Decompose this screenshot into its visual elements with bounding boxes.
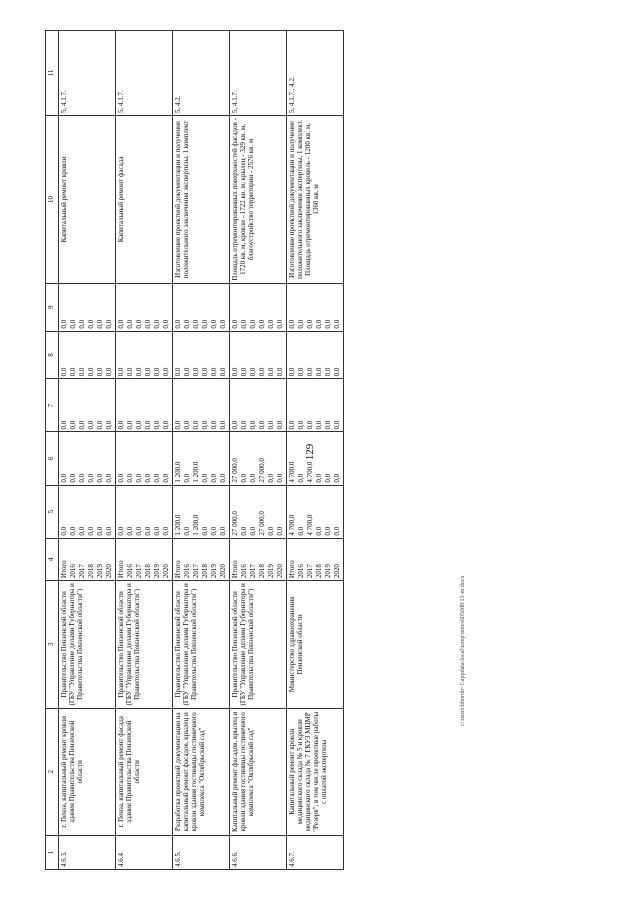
- value-line: 0,0: [276, 367, 284, 377]
- value-line: 0,0: [60, 420, 68, 430]
- value-line: 0,0: [105, 526, 113, 536]
- value-line: 27 000,0: [258, 458, 266, 483]
- value-line: 1 200,0: [174, 461, 182, 483]
- result-indicator: Изготовление проектной документации и получение положительного заключения экспертизы, 1 комплект: [173, 116, 230, 284]
- value-line: 0,0: [87, 526, 95, 536]
- value-line: 2016: [69, 564, 77, 579]
- value-cell-c8: [173, 331, 230, 379]
- value-line: 0,0: [240, 367, 248, 377]
- value-cell-years: [116, 538, 173, 580]
- value-line: 0,0: [183, 420, 191, 430]
- value-line: 0,0: [267, 473, 275, 483]
- row-number: 4.6.3.: [59, 836, 116, 870]
- value-line: 0,0: [192, 367, 200, 377]
- value-line: 0,0: [144, 526, 152, 536]
- value-line: 0,0: [210, 473, 218, 483]
- value-line: 0,0: [87, 367, 95, 377]
- value-line: 0,0: [276, 473, 284, 483]
- value-line: 0,0: [144, 367, 152, 377]
- value-line: 0,0: [315, 473, 323, 483]
- value-line: 0,0: [210, 367, 218, 377]
- value-line: 4 700,0: [306, 461, 314, 483]
- table-row: [230, 31, 287, 870]
- value-line: 0,0: [276, 526, 284, 536]
- value-line: 2018: [315, 564, 323, 579]
- page-number: 129: [304, 443, 316, 461]
- value-line: 0,0: [297, 526, 305, 536]
- value-cell-c5: [287, 485, 344, 538]
- value-line: 0,0: [231, 420, 239, 430]
- value-line: 0,0: [192, 420, 200, 430]
- value-line: 0,0: [267, 420, 275, 430]
- value-line: 0,0: [333, 367, 341, 377]
- value-line: 0,0: [183, 473, 191, 483]
- value-line: 0,0: [231, 367, 239, 377]
- value-line: 2020: [162, 564, 170, 579]
- value-line: 2020: [276, 564, 284, 579]
- value-line: 1 200,0: [174, 514, 182, 536]
- column-header: 5: [46, 485, 59, 538]
- task-reference: 5, 4.1.7.: [230, 31, 287, 116]
- value-line: 1 200,0: [192, 461, 200, 483]
- value-line: 27 000,0: [258, 511, 266, 536]
- value-line: 0,0: [333, 319, 341, 329]
- value-line: 0,0: [105, 367, 113, 377]
- value-line: 0,0: [126, 526, 134, 536]
- value-cell-c6: [59, 432, 116, 485]
- value-line: 2016: [297, 564, 305, 579]
- value-line: 0,0: [135, 526, 143, 536]
- value-line: 0,0: [60, 319, 68, 329]
- value-line: 0,0: [315, 526, 323, 536]
- executor: Правительство Пензенской области (ГБУ "Управление делами Губернатора и Правительства Пензенской области"): [116, 581, 173, 708]
- value-line: 0,0: [153, 526, 161, 536]
- value-line: 2017: [78, 564, 86, 579]
- value-line: 0,0: [87, 319, 95, 329]
- value-line: 0,0: [105, 319, 113, 329]
- value-line: 0,0: [258, 367, 266, 377]
- executor: Министерство здравоохранения Пензенской области: [287, 581, 344, 708]
- value-line: 0,0: [78, 367, 86, 377]
- value-line: 0,0: [69, 367, 77, 377]
- value-line: 0,0: [219, 420, 227, 430]
- column-header: 3: [46, 581, 59, 708]
- value-line: 2017: [306, 564, 314, 579]
- value-cell-c6: [287, 432, 344, 485]
- value-line: 0,0: [162, 367, 170, 377]
- value-line: 2020: [105, 564, 113, 579]
- task-reference: 5, 4.1.7., 4.2.: [287, 31, 344, 116]
- value-line: 0,0: [78, 473, 86, 483]
- executor: Правительство Пензенской области (ГБУ "Управление делами Губернатора и Правительства Пензенской области"): [230, 581, 287, 708]
- value-line: 4 700,0: [288, 514, 296, 536]
- value-line: 0,0: [78, 319, 86, 329]
- value-line: 0,0: [240, 526, 248, 536]
- value-line: 0,0: [306, 367, 314, 377]
- table-body: [59, 31, 344, 870]
- table-header: [46, 31, 59, 870]
- value-cell-c8: [230, 331, 287, 379]
- value-line: 0,0: [240, 420, 248, 430]
- value-line: 0,0: [135, 473, 143, 483]
- value-line: 2020: [333, 564, 341, 579]
- value-cell-years: [59, 538, 116, 580]
- value-line: 0,0: [192, 319, 200, 329]
- value-line: 2016: [183, 564, 191, 579]
- value-line: 0,0: [258, 420, 266, 430]
- value-line: 0,0: [333, 473, 341, 483]
- value-line: 0,0: [69, 319, 77, 329]
- value-line: 0,0: [288, 367, 296, 377]
- column-header: 8: [46, 331, 59, 379]
- measure-name: г. Пенза, капитальный ремонт кровли здания Правительства Пензенской области: [59, 708, 116, 835]
- value-line: 0,0: [183, 526, 191, 536]
- value-line: 0,0: [249, 420, 257, 430]
- value-line: 0,0: [135, 420, 143, 430]
- value-line: 0,0: [240, 473, 248, 483]
- value-line: 0,0: [219, 526, 227, 536]
- value-line: Итого: [288, 560, 296, 579]
- column-header: 1: [46, 836, 59, 870]
- value-line: 2016: [126, 564, 134, 579]
- value-cell-c8: [59, 331, 116, 379]
- value-line: 0,0: [69, 473, 77, 483]
- value-line: 0,0: [297, 319, 305, 329]
- value-line: 4 700,0: [306, 514, 314, 536]
- value-line: 0,0: [219, 367, 227, 377]
- value-line: 0,0: [249, 367, 257, 377]
- value-line: 0,0: [324, 420, 332, 430]
- value-line: 0,0: [288, 420, 296, 430]
- value-line: 2019: [96, 564, 104, 579]
- measure-name: Капитальный ремонт кровли медицинского склада № 5 и кровли медицинского склада № 7 ГКУЗ МЦМР "Резерв", в том числе проектные работы с оплатой экспертизы: [287, 708, 344, 835]
- value-cell-c6: [116, 432, 173, 485]
- value-line: 2019: [324, 564, 332, 579]
- value-line: 4 700,0: [288, 461, 296, 483]
- value-line: 0,0: [276, 319, 284, 329]
- row-number: 4.6.7.: [287, 836, 344, 870]
- table-row: [173, 31, 230, 870]
- task-reference: 5, 4.1.7.: [116, 31, 173, 116]
- value-cell-c7: [116, 379, 173, 432]
- value-line: 0,0: [249, 526, 257, 536]
- value-line: 0,0: [135, 367, 143, 377]
- value-line: 0,0: [297, 473, 305, 483]
- value-line: 0,0: [105, 420, 113, 430]
- value-line: 0,0: [144, 473, 152, 483]
- value-line: 0,0: [126, 420, 134, 430]
- value-line: 0,0: [162, 473, 170, 483]
- value-line: 2017: [135, 564, 143, 579]
- value-line: 2016: [240, 564, 248, 579]
- row-number: 4.6.5.: [173, 836, 230, 870]
- value-line: 0,0: [96, 473, 104, 483]
- value-cell-c9: [116, 283, 173, 331]
- value-line: 0,0: [324, 367, 332, 377]
- value-line: 0,0: [174, 367, 182, 377]
- value-line: 0,0: [231, 319, 239, 329]
- value-cell-years: [287, 538, 344, 580]
- value-line: Итого: [60, 560, 68, 579]
- value-line: 0,0: [324, 526, 332, 536]
- value-line: 0,0: [324, 319, 332, 329]
- value-line: 0,0: [144, 319, 152, 329]
- value-line: 0,0: [117, 319, 125, 329]
- value-cell-c7: [59, 379, 116, 432]
- value-line: 0,0: [306, 319, 314, 329]
- result-indicator: Площадь отремонтированных поверхностей фасадов - 1720 кв. м, кровли - 1722 кв. м, крылец - 329 кв. м, благоустройство территории - 2576 кв. м: [230, 116, 287, 284]
- value-line: 0,0: [153, 420, 161, 430]
- column-header: 10: [46, 116, 59, 284]
- value-line: 2018: [87, 564, 95, 579]
- value-line: 0,0: [174, 420, 182, 430]
- value-line: 0,0: [69, 420, 77, 430]
- value-line: 0,0: [333, 420, 341, 430]
- row-number: 4.6.4.: [116, 836, 173, 870]
- value-line: 0,0: [69, 526, 77, 536]
- value-line: 0,0: [87, 420, 95, 430]
- value-cell-c5: [173, 485, 230, 538]
- value-line: Итого: [231, 560, 239, 579]
- value-line: 0,0: [78, 526, 86, 536]
- executor: Правительство Пензенской области (ГБУ "Управление делами Губернатора и Правительства Пензенской области"): [59, 581, 116, 708]
- value-cell-c7: [230, 379, 287, 432]
- value-line: 0,0: [96, 420, 104, 430]
- value-cell-c7: [287, 379, 344, 432]
- value-line: 2017: [192, 564, 200, 579]
- value-line: 0,0: [267, 319, 275, 329]
- value-line: 0,0: [249, 319, 257, 329]
- value-line: 0,0: [210, 526, 218, 536]
- value-line: 2019: [153, 564, 161, 579]
- value-cell-c9: [59, 283, 116, 331]
- value-line: 0,0: [240, 319, 248, 329]
- value-line: 0,0: [276, 420, 284, 430]
- value-line: 27 000,0: [231, 511, 239, 536]
- value-line: 0,0: [60, 473, 68, 483]
- value-cell-years: [230, 538, 287, 580]
- value-line: 0,0: [162, 526, 170, 536]
- value-cell-c5: [59, 485, 116, 538]
- program-table: [45, 30, 344, 870]
- value-line: 0,0: [96, 367, 104, 377]
- value-line: 0,0: [333, 526, 341, 536]
- value-line: 0,0: [126, 367, 134, 377]
- value-line: 0,0: [96, 319, 104, 329]
- value-line: 0,0: [105, 473, 113, 483]
- task-reference: 5, 4.2.: [173, 31, 230, 116]
- column-header: 2: [46, 708, 59, 835]
- measure-name: Капитальный ремонт фасадов, крылец и кровли здания гостиницы гостиничного комплекса "Октябрьский сад": [230, 708, 287, 835]
- column-header: 9: [46, 283, 59, 331]
- value-line: 0,0: [267, 367, 275, 377]
- row-number: 4.6.6.: [230, 836, 287, 870]
- value-line: 0,0: [162, 420, 170, 430]
- value-line: 0,0: [60, 526, 68, 536]
- column-header: 7: [46, 379, 59, 432]
- value-line: 2018: [258, 564, 266, 579]
- table-row: [59, 31, 116, 870]
- value-line: 0,0: [96, 526, 104, 536]
- footer-path: c:\users\bboroh~1\appdata\local\temp\notes6050d8\13-m.docx: [460, 575, 466, 726]
- result-indicator: Капитальный ремонт фасада: [116, 116, 173, 284]
- value-line: 0,0: [249, 473, 257, 483]
- value-line: 0,0: [210, 319, 218, 329]
- value-line: 0,0: [153, 473, 161, 483]
- rotated-table-wrapper: [45, 30, 625, 870]
- value-line: 0,0: [201, 526, 209, 536]
- value-line: Итого: [117, 560, 125, 579]
- value-line: 0,0: [183, 367, 191, 377]
- value-line: 0,0: [87, 473, 95, 483]
- value-line: 0,0: [117, 367, 125, 377]
- result-indicator: Изготовление проектной документации и получение положительного заключения экспертизы, 1 комплект. Площадь отремонтированных кровель - 1200 кв. м, 1360 кв. м: [287, 116, 344, 284]
- value-cell-c6: [173, 432, 230, 485]
- executor: Правительство Пензенской области (ГБУ "Управление делами Губернатора и Правительства Пензенской области"): [173, 581, 230, 708]
- value-cell-c5: [116, 485, 173, 538]
- value-line: 0,0: [315, 420, 323, 430]
- value-line: 0,0: [117, 526, 125, 536]
- value-line: 0,0: [201, 420, 209, 430]
- measure-name: Разработка проектной документации на капитальный ремонт фасадов, крылец и кровли здания гостиницы гостиничного комплекса "Октябрьский сад": [173, 708, 230, 835]
- value-line: 0,0: [201, 473, 209, 483]
- value-line: 0,0: [144, 420, 152, 430]
- value-cell-c8: [116, 331, 173, 379]
- column-header: 11: [46, 31, 59, 116]
- value-cell-years: [173, 538, 230, 580]
- value-line: 0,0: [267, 526, 275, 536]
- value-line: 0,0: [78, 420, 86, 430]
- value-line: 1 200,0: [192, 514, 200, 536]
- value-cell-c6: [230, 432, 287, 485]
- value-cell-c9: [230, 283, 287, 331]
- value-line: 0,0: [297, 420, 305, 430]
- value-line: 0,0: [306, 420, 314, 430]
- value-line: 2018: [144, 564, 152, 579]
- value-line: 0,0: [153, 319, 161, 329]
- value-line: 2019: [267, 564, 275, 579]
- value-line: 0,0: [324, 473, 332, 483]
- table-row: [287, 31, 344, 870]
- value-line: 0,0: [135, 319, 143, 329]
- value-cell-c9: [287, 283, 344, 331]
- value-line: 27 000,0: [231, 458, 239, 483]
- value-cell-c5: [230, 485, 287, 538]
- value-cell-c8: [287, 331, 344, 379]
- value-line: 0,0: [297, 367, 305, 377]
- value-line: 0,0: [219, 319, 227, 329]
- value-cell-c7: [173, 379, 230, 432]
- value-line: 0,0: [201, 367, 209, 377]
- result-indicator: Капитальный ремонт кровли: [59, 116, 116, 284]
- measure-name: г. Пенза, капитальный ремонт фасада здания Правительства Пензенской области: [116, 708, 173, 835]
- value-line: 2020: [219, 564, 227, 579]
- table-row: [116, 31, 173, 870]
- value-line: 0,0: [183, 319, 191, 329]
- value-line: 0,0: [126, 319, 134, 329]
- value-line: 0,0: [162, 319, 170, 329]
- value-line: 0,0: [201, 319, 209, 329]
- value-line: 2018: [201, 564, 209, 579]
- value-line: 2017: [249, 564, 257, 579]
- value-line: 2019: [210, 564, 218, 579]
- value-line: 0,0: [60, 367, 68, 377]
- value-line: 0,0: [153, 367, 161, 377]
- column-header: 4: [46, 538, 59, 580]
- value-cell-c9: [173, 283, 230, 331]
- value-line: 0,0: [117, 420, 125, 430]
- value-line: 0,0: [126, 473, 134, 483]
- value-line: 0,0: [117, 473, 125, 483]
- value-line: 0,0: [174, 319, 182, 329]
- value-line: 0,0: [315, 319, 323, 329]
- value-line: Итого: [174, 560, 182, 579]
- value-line: 0,0: [219, 473, 227, 483]
- value-line: 0,0: [315, 367, 323, 377]
- task-reference: 5, 4.1.7.: [59, 31, 116, 116]
- value-line: 0,0: [288, 319, 296, 329]
- value-line: 0,0: [210, 420, 218, 430]
- value-line: 0,0: [258, 319, 266, 329]
- column-header: 6: [46, 432, 59, 485]
